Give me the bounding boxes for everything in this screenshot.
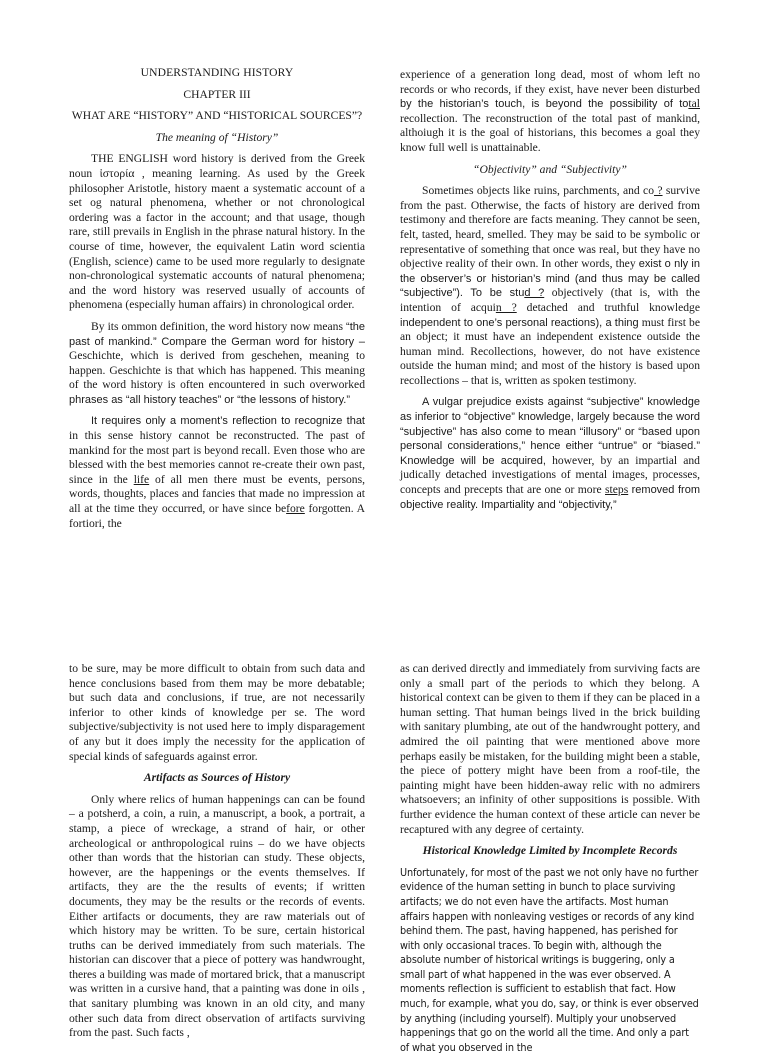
page2-right-column bbox=[400, 662, 700, 1062]
page2-left-column bbox=[69, 662, 365, 1048]
book-title: UNDERSTANDING HISTORY bbox=[140, 66, 294, 79]
paragraph: Only where relics of human happenings can can be found – a potsherd, a coin, a ruin, a manuscript, a book, a portrait, a stamp, a piece of wreckage, a strand of hair, or other archeological or anthropological ruins – do we have objects other than words that the historian can study. These objects, however, are the happenings or the events themselves. If artifacts, they are the the results of events; if written documents, they may be the results or the records of events. Either artifacts or documents, they are raw materials out of which history may be written. To be sure, certain historical truths can be derived immediately from such materials. The historian can discover that a piece of pottery was handwrought, theres a building was made of mortared brick, that a manuscript was written in a cursive hand, that a painting was done in oils , that sanitary plumbing was known in an old city, and many other such data from direct observation of artifacts surviving from the past. Such facts , bbox=[69, 792, 365, 1040]
text-run: must first be an object; it must have an independent existence outside the human mind. Recollections, however, do not have existence outside the human mind; and most of the history is based upon recollections – that is, written as spoken testimony. bbox=[400, 315, 700, 387]
document-page-2 bbox=[0, 650, 768, 1054]
paragraph bbox=[400, 184, 700, 388]
text-run: recollection. The reconstruction of the total past of mankind, althoiugh it is the goal of historians, this becomes a goal they know full well is unattainable. bbox=[400, 111, 700, 154]
underlined-word: ? bbox=[654, 184, 663, 198]
chapter-heading: CHAPTER III bbox=[183, 87, 251, 101]
underlined-word: d ? bbox=[524, 287, 545, 300]
text-run: By its ommon definition, the word history now means bbox=[91, 319, 343, 333]
text-run: “the past of mankind.” Compare the German word for history – bbox=[69, 320, 365, 348]
text-run: removed from objective reality. Impartiality and “objectivity,” bbox=[400, 484, 700, 511]
paragraph: as can derived directly and immediately from surviving facts are only a small part of the periods to which they belong. A historical context can be given to them if they can be placed in a human setting. That human beings lived in the brick building with sanitary plumbing, ate out of the handwrought pottery, and admired the oil painting that were mentioned above more perhaps easily be mistaken, for the building might been a stable, the piece of pottery might have been from a roof-tile, the painting might have been hidden-away relic with no admirers whatsoevers; an infinity of other suppositions is possible. With further evidence the human context of these article can never be recaptured with any degree of certainty. bbox=[400, 662, 700, 836]
text-run: A vulgar prejudice exists against “subjective” knowledge as inferior to “objective” knowledge, largely because the word “subjective” has also come to mean “illusory” or “based upon personal considerations,” hence either “untrue” or “biased.” Knowledge will be acquired, bbox=[400, 396, 700, 467]
text-run: of all men there must be events, persons, words, thoughts, places and fancies that made no impression at all at the time they occurred, or have since be bbox=[69, 472, 365, 516]
paragraph bbox=[69, 414, 365, 531]
section-heading-objectivity: “Objectivity” and “Subjectivity” bbox=[473, 162, 627, 176]
page-gap bbox=[0, 560, 768, 650]
paragraph bbox=[400, 395, 700, 512]
text-run: independent to one’s personal reactions), a thing bbox=[400, 316, 639, 329]
underlined-word: life bbox=[133, 472, 150, 486]
text-run: forgotten. A fortiori, the bbox=[69, 502, 365, 530]
text-run: It requires only a moment’s reflection to recognize that bbox=[91, 415, 365, 428]
underlined-word: n ? bbox=[495, 300, 517, 314]
chapter-title: WHAT ARE “HISTORY” AND “HISTORICAL SOURCES”? bbox=[71, 109, 363, 123]
page1-right-column bbox=[400, 68, 700, 519]
paragraph bbox=[400, 68, 700, 156]
paragraph: to be sure, may be more difficult to obtain from such data and hence conclusions based from them may be more debatable; but such data and conclusions, if true, are not necessarily inferior to other kinds of knowledge per se. The word subjective/subjectivity is not used here to imply disparagement of any but it does imply the necessity for the application of special kinds of safeguards against error. bbox=[69, 662, 365, 763]
text-run: detached and truthful knowledge bbox=[516, 300, 700, 314]
text-run: Geschichte, which is derived from geschehen, meaning to happen. Geschichte is that which has happened. This meaning of the word history is often encountered in such overworked bbox=[69, 349, 365, 392]
text-run: phrases as “all history teaches” or “the lessons of history.” bbox=[69, 393, 351, 406]
text-run: exist o nly in the observer’s or historian’s mind (and thus may be called “subjective”). To be stu bbox=[400, 258, 700, 300]
underlined-word: fore bbox=[286, 502, 305, 516]
page1-left-column bbox=[69, 66, 365, 538]
underlined-word: steps bbox=[605, 483, 629, 497]
paragraph: Unfortunately, for most of the past we not only have no further evidence of the human setting in bunch to place surviving artifacts; we do not even have the artifacts. Most human affairs happen with nonleaving vestiges or records of any kind behind them. The past, having happened, has perished for with only occasional traces. To begin with, although the absolute number of historical writings is buggering, only a small part of what happened in the was ever observed. A moments reflection is sufficient to establish that fact. How much, for example, what you do, say, or think is ever observed by anything (including yourself). Multiply your unobserved happenings that go on the world all the time. And only a part of what you observed in the bbox=[400, 865, 699, 1054]
text-run: experience of a generation long dead, most of whom left no records or who records, if they exist, have never been disturbed bbox=[400, 68, 700, 96]
text-run: by the historian’s touch, is beyond the possibility of to bbox=[400, 98, 689, 111]
text-run: objectively (that is, with the intention of acqui bbox=[400, 286, 701, 314]
paragraph: THE ENGLISH word history is derived from the Greek noun ἱστορία , meaning learning. As used by the Greek philosopher Aristotle, history maent a systematic account of a set og natural phenomena, whether or not chronological ordering was a factor in the account; and that usage, though rare, still prevails in English in the phrase natural history. In the course of time, however, the equivalent Latin word scientia (English, science) came to be used more regularly to designate non-chronological systematic accounts of natural phenomena; and the word history was reserved usually of accounts of phenomena (especially human affairs) in chronological order. bbox=[69, 152, 365, 312]
section-heading-artifacts: Artifacts as Sources of History bbox=[143, 771, 291, 785]
underlined-word: tal bbox=[688, 97, 700, 111]
section-heading-incomplete-records: Historical Knowledge Limited by Incomplete Records bbox=[422, 844, 678, 858]
text-run: survive from the past. Otherwise, the facts of history are derived from testimony and therefore are facts meaning. They cannot be seen, felt, tasted, heard, smelled. They may be said to be symbolic or representative of something that once was real, but they have no objective reality of their own. In other words, they bbox=[400, 184, 701, 271]
paragraph bbox=[69, 320, 365, 408]
text-run: in this sense history cannot be reconstructed. The past of mankind for the most part is beyond recall. Even those who are blessed with the best memories cannot re-create their own past, since in the bbox=[69, 429, 365, 486]
text-run: however, by an impartial and judically detached investigations of mental images, processes, concepts and precepts that are one or more bbox=[400, 453, 700, 497]
section-heading-meaning: The meaning of “History” bbox=[155, 130, 279, 144]
text-run: Sometimes objects like ruins, parchments, and co bbox=[422, 184, 655, 198]
